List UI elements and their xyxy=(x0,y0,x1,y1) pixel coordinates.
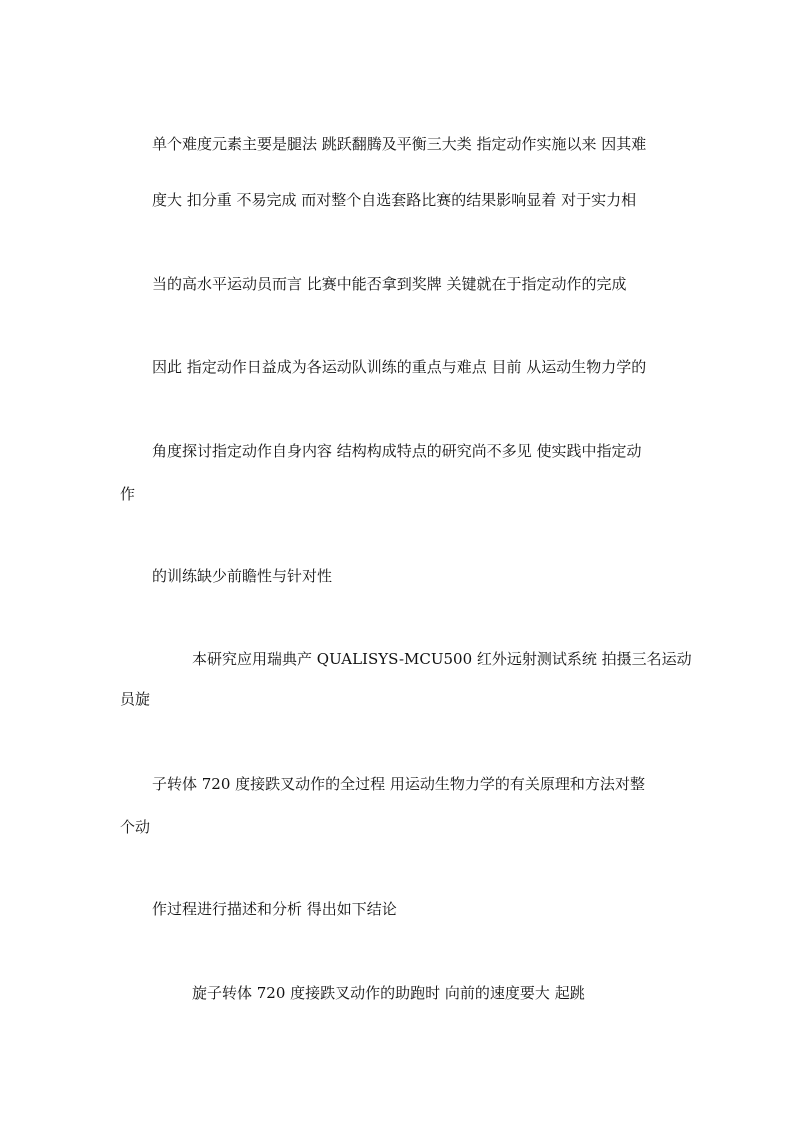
text-line-7: 的训练缺少前瞻性与针对性 xyxy=(152,567,333,585)
text-line-12: 作过程进行描述和分析 得出如下结论 xyxy=(152,900,397,918)
text-line-6: 作 xyxy=(120,485,136,503)
text-line-13: 旋子转体 720 度接跌叉动作的助跑时 向前的速度要大 起跳 xyxy=(192,984,585,1002)
text-line-10: 子转体 720 度接跌叉动作的全过程 用运动生物力学的有关原理和方法对整 xyxy=(152,775,645,793)
text-line-9: 员旋 xyxy=(120,690,151,708)
text-line-1: 单个难度元素主要是腿法 跳跃翻腾及平衡三大类 指定动作实施以来 因其难 xyxy=(152,135,647,153)
text-line-8: 本研究应用瑞典产 QUALISYS-MCU500 红外远射测试系统 拍摄三名运动 xyxy=(192,650,692,668)
text-line-2: 度大 扣分重 不易完成 而对整个自选套路比赛的结果影响显着 对于实力相 xyxy=(152,191,637,209)
text-line-11: 个动 xyxy=(120,818,151,836)
text-line-3: 当的高水平运动员而言 比赛中能否拿到奖牌 关键就在于指定动作的完成 xyxy=(152,275,627,293)
text-line-4: 因此 指定动作日益成为各运动队训练的重点与难点 目前 从运动生物力学的 xyxy=(152,358,647,376)
text-line-5: 角度探讨指定动作自身内容 结构构成特点的研究尚不多见 使实践中指定动 xyxy=(152,442,642,460)
